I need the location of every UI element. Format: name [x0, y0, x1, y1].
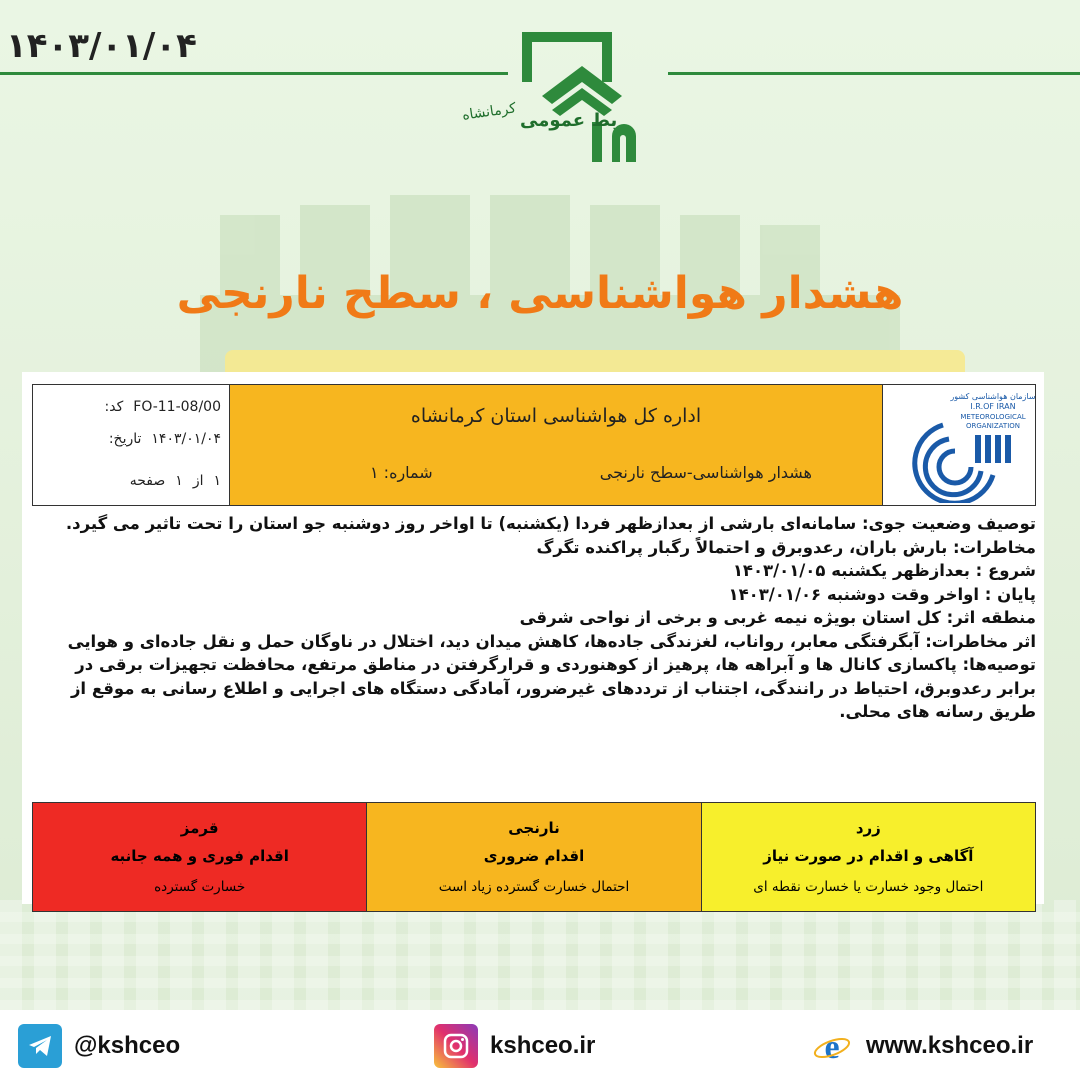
warning-document: [22, 372, 1044, 904]
telegram-icon: [18, 1024, 62, 1068]
level-name: قرمز: [180, 819, 219, 837]
date-label: تاریخ:: [108, 431, 142, 447]
weather-description: توصیف وضعیت جوی: سامانه‌ای بارشی از بعدازظهر فردا (یکشنبه) تا اواخر روز دوشنبه جو استان را تحت تاثیر می گیرد.: [65, 514, 1036, 533]
page-of: از: [192, 473, 204, 489]
meteo-logo-en3: ORGANIZATION: [965, 422, 1021, 430]
meta-page-row: [130, 473, 221, 489]
warning-number: شماره: ۱: [370, 463, 433, 482]
document-meta: [33, 385, 230, 505]
website-link[interactable]: [810, 1024, 1033, 1068]
telegram-link[interactable]: [18, 1024, 180, 1068]
level-desc: احتمال وجود خسارت یا خسارت نقطه ای: [753, 879, 984, 895]
meta-code-row: [105, 399, 221, 415]
logo-text: بط عمومی: [520, 110, 618, 131]
site-logo: [462, 26, 662, 166]
decorative-band: [225, 350, 965, 372]
footer-social-bar: [0, 1010, 1080, 1080]
level-red: [33, 803, 366, 911]
date-top: ۱۴۰۳/۰۱/۰۴: [6, 26, 197, 66]
level-action: اقدام ضروری: [483, 847, 585, 865]
level-orange: [366, 803, 700, 911]
background-pattern: [0, 900, 1080, 1010]
web-browser-icon: [810, 1024, 854, 1068]
meteorological-organization-logo: [883, 385, 1035, 505]
meteo-logo-en2: METEOROLOGICAL: [960, 413, 1026, 421]
level-yellow: [701, 803, 1035, 911]
date-value: ۱۴۰۳/۰۱/۰۴: [151, 431, 221, 447]
end-time: پایان : اواخر وقت دوشنبه ۱۴۰۳/۰۱/۰۶: [728, 584, 1036, 604]
level-action: اقدام فوری و همه جانبه: [110, 847, 289, 865]
document-header-center: [230, 385, 883, 505]
hazard-effects: اثر مخاطرات: آبگرفتگی معابر، رواناب، لغزندگی جاده‌ها، کاهش میدان دید، اختلال در ناوگان حمل و نقل جاده‌ای و هوایی: [67, 631, 1036, 651]
warning-body: [32, 512, 1036, 724]
level-action: آگاهی و اقدام در صورت نیاز: [763, 847, 974, 865]
organization-name: اداره کل هواشناسی استان کرمانشاه: [410, 405, 702, 427]
page-title: هشدار هواشناسی ، سطح نارنجی: [176, 268, 904, 319]
meteo-logo-en1: I.R.OF IRAN: [970, 402, 1016, 411]
level-name: زرد: [855, 819, 881, 837]
code-value: FO-11-08/00: [133, 399, 221, 415]
code-label: کد:: [104, 399, 124, 415]
logo-graphic-icon: [462, 26, 662, 166]
start-time: شروع : بعدازظهر یکشنبه ۱۴۰۳/۰۱/۰۵: [732, 561, 1036, 580]
document-header: [32, 384, 1036, 506]
website-url: www.kshceo.ir: [866, 1032, 1034, 1059]
recommendations: توصیه‌ها: پاکسازی کانال ها و آبراهه ها، پرهیز از کوهنوردی و قرارگرفتن در مناطق مرتفع، محافظت تجهیزات برقی در برابر رعدوبرق، احتیاط در رانندگی، اجتناب از ترددهای غیرضرور، آمادگی دستگاه های اجرایی و اطلاع رسانی به موقع از طریق رسانه های محلی.: [70, 655, 1036, 721]
level-desc: احتمال خسارت گسترده زیاد است: [438, 879, 630, 895]
affected-area: منطقه اثر: کل استان بویژه نیمه غربی و برخی از نواحی شرقی: [519, 608, 1036, 627]
level-desc: خسارت گسترده: [154, 879, 246, 895]
warning-title: هشدار هواشناسی-سطح نارنجی: [599, 463, 812, 482]
meta-date-row: [109, 431, 221, 447]
logo-city: کرمانشاه: [461, 100, 517, 124]
hazards: مخاطرات: بارش باران، رعدوبرق و احتمالاً رگبار پراکنده تگرگ: [536, 537, 1036, 557]
svg-text:e: e: [824, 1029, 840, 1066]
level-name: نارنجی: [508, 819, 560, 837]
warning-levels-table: [32, 802, 1036, 912]
instagram-handle: kshceo.ir: [490, 1032, 596, 1059]
page-num: ۱: [175, 473, 183, 489]
header-line-left: [0, 72, 508, 75]
page-total: ۱: [213, 473, 221, 489]
page-label: صفحه: [129, 473, 166, 489]
meteo-logo-fa: سازمان هواشناسی کشور: [950, 392, 1035, 401]
instagram-icon: [434, 1024, 478, 1068]
telegram-handle: @kshceo: [74, 1032, 181, 1059]
header-line-right: [668, 72, 1080, 75]
meteo-logo-icon: [883, 385, 1035, 503]
instagram-link[interactable]: [434, 1024, 595, 1068]
